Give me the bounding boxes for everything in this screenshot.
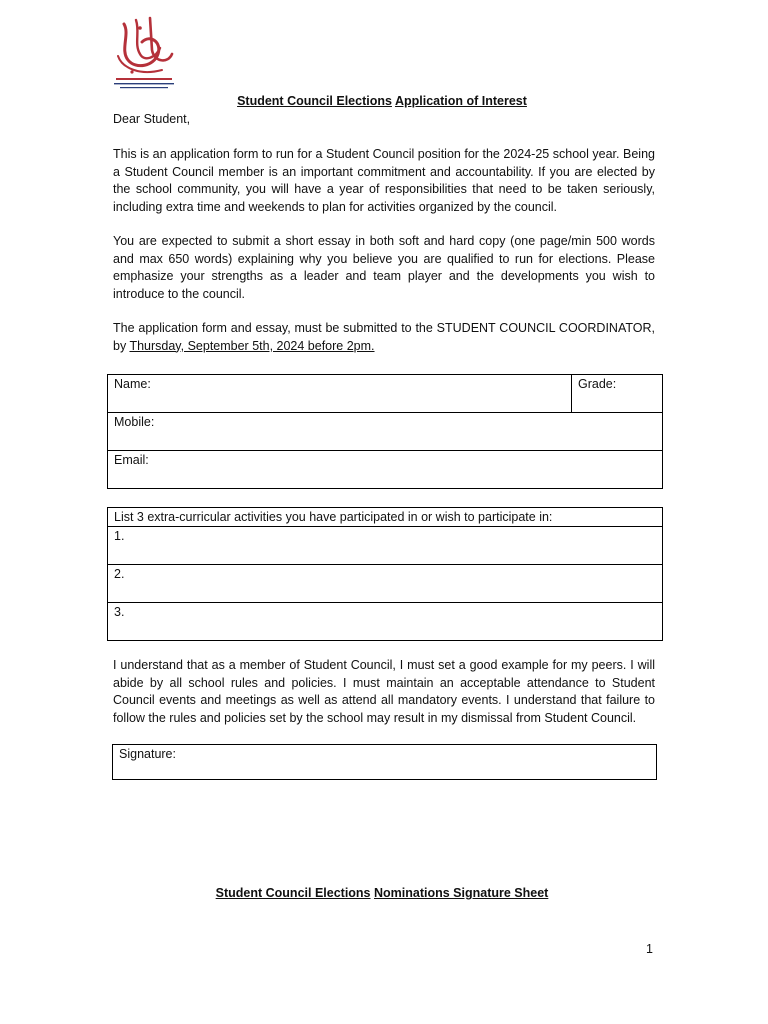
title-part-1: Student Council Elections (237, 94, 392, 108)
name-field[interactable] (108, 375, 572, 413)
details-table (107, 374, 663, 489)
deadline-text: Thursday, September 5th, 2024 before 2pm. (129, 338, 375, 353)
signature-table (112, 744, 657, 780)
nominations-title-part-1: Student Council Elections (215, 886, 371, 900)
greeting: Dear Student, (113, 112, 191, 126)
mobile-field[interactable] (108, 413, 663, 451)
activity-field-1[interactable] (108, 527, 663, 565)
form-title (108, 94, 656, 108)
email-label: Email: (114, 453, 149, 467)
activity-number: 3. (114, 605, 125, 619)
activity-field-2[interactable] (108, 565, 663, 603)
title-part-2: Application of Interest (394, 94, 527, 108)
activity-number: 2. (114, 567, 125, 581)
nominations-title-part-2: Nominations Signature Sheet (374, 886, 549, 900)
pledge-paragraph: I understand that as a member of Student Council, I must set a good example for my peers. I will abide by all school rules and policies. I must maintain an acceptable attendance to Student Council events and meetings as well as attend all mandatory events. I understand that failure to follow the rules and policies set by the school may result in my dismissal from Student Council. (113, 658, 655, 725)
email-field[interactable] (108, 451, 663, 489)
grade-label: Grade: (578, 377, 617, 391)
signature-field[interactable] (113, 745, 657, 780)
page-number: 1 (646, 942, 653, 956)
school-logo (110, 14, 180, 94)
mobile-label: Mobile: (114, 415, 155, 429)
submission-text: The application form and essay, must be submitted to the STUDENT COUNCIL COORDINATOR, by (113, 321, 655, 353)
essay-paragraph: You are expected to submit a short essay in both soft and hard copy (one page/min 500 words and max 650 words) explaining why you believe you are qualified to run for elections. Please emphasize your strengths as a leader and team player and the developments you wish to introduce to the council. (113, 234, 655, 301)
activity-field-3[interactable] (108, 603, 663, 641)
activities-table (107, 507, 663, 641)
intro-paragraph: This is an application form to run for a Student Council position for the 2024-25 school year. Being a Student Council member is an important commitment and accountability. If you are elected by the school community, you will have a year of responsibilities that need to be taken seriously, including extra time and weekends to plan for activities organized by the council. (113, 147, 655, 214)
grade-field[interactable] (572, 375, 663, 413)
signature-label: Signature: (119, 747, 176, 761)
activity-number: 1. (114, 529, 125, 543)
name-label: Name: (114, 377, 151, 391)
nominations-title (108, 886, 656, 900)
submission-paragraph (113, 320, 655, 355)
activities-heading: List 3 extra-curricular activities you have participated in or wish to participate in: (108, 508, 663, 527)
